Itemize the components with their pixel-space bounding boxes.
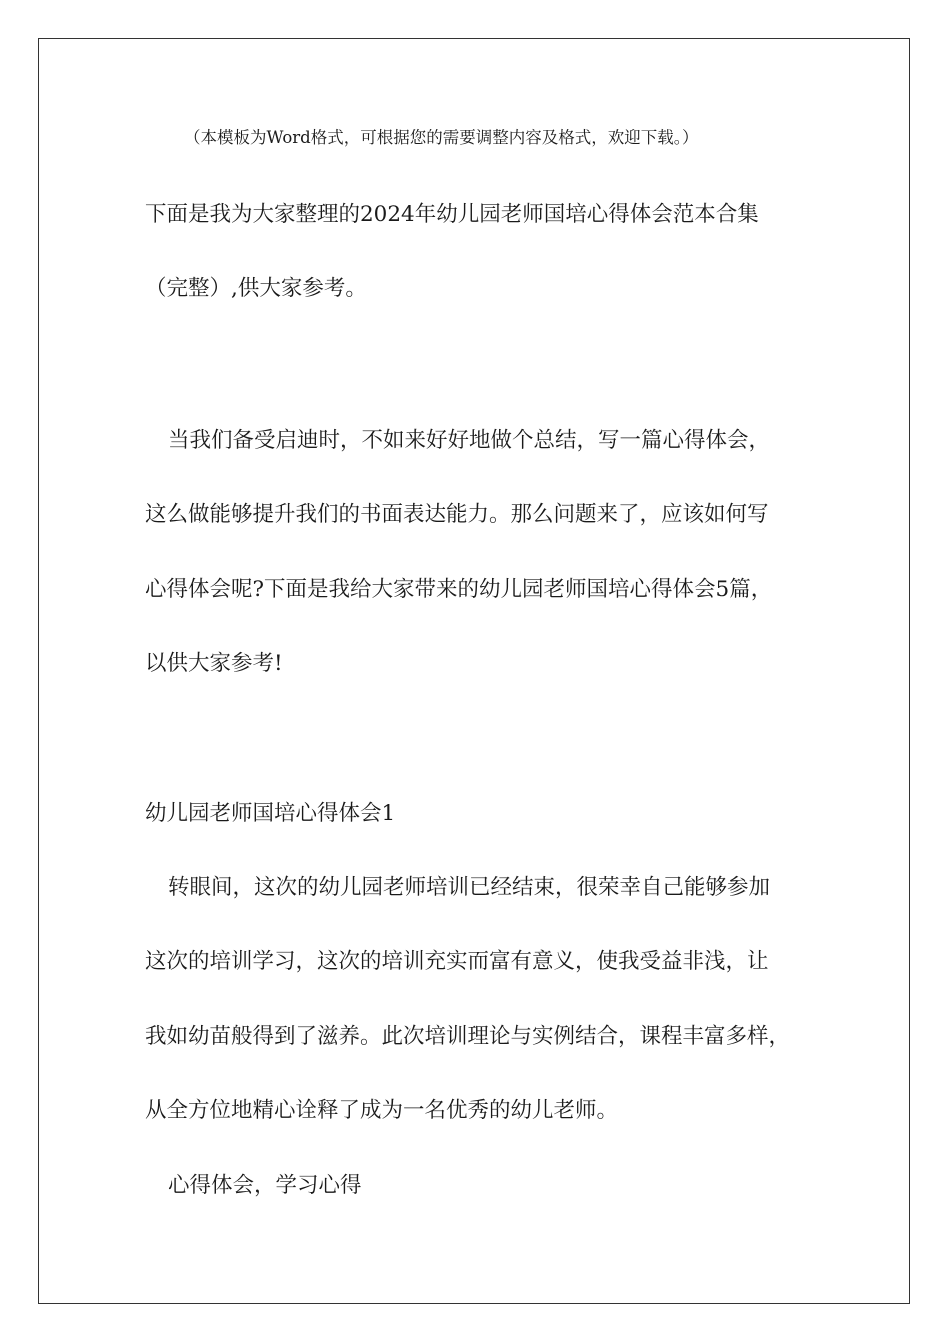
preface-line-4: 以供大家参考! bbox=[145, 651, 283, 676]
section-para-line-4: 从全方位地精心诠释了成为一名优秀的幼儿老师。 bbox=[145, 1098, 619, 1123]
preface-line-1: 当我们备受启迪时，不如来好好地做个总结，写一篇心得体会， bbox=[168, 428, 771, 453]
section-subheading: 心得体会，学习心得 bbox=[168, 1173, 362, 1198]
section-heading: 幼儿园老师国培心得体会1 bbox=[145, 801, 396, 826]
preface-line-2: 这么做能够提升我们的书面表达能力。那么问题来了，应该如何写 bbox=[145, 502, 769, 527]
intro-line-2: （完整）,供大家参考。 bbox=[145, 276, 367, 301]
template-note: （本模板为Word格式，可根据您的需要调整内容及格式，欢迎下载。） bbox=[184, 128, 699, 147]
preface-line-3: 心得体会呢?下面是我给大家带来的幼儿园老师国培心得体会5篇， bbox=[145, 577, 773, 602]
section-para-line-1: 转眼间，这次的幼儿园老师培训已经结束，很荣幸自己能够参加 bbox=[168, 875, 771, 900]
intro-line-1: 下面是我为大家整理的2024年幼儿园老师国培心得体会范本合集 bbox=[145, 202, 759, 227]
section-para-line-3: 我如幼苗般得到了滋养。此次培训理论与实例结合，课程丰富多样， bbox=[145, 1024, 791, 1049]
section-para-line-2: 这次的培训学习，这次的培训充实而富有意义，使我受益非浅，让 bbox=[145, 949, 769, 974]
